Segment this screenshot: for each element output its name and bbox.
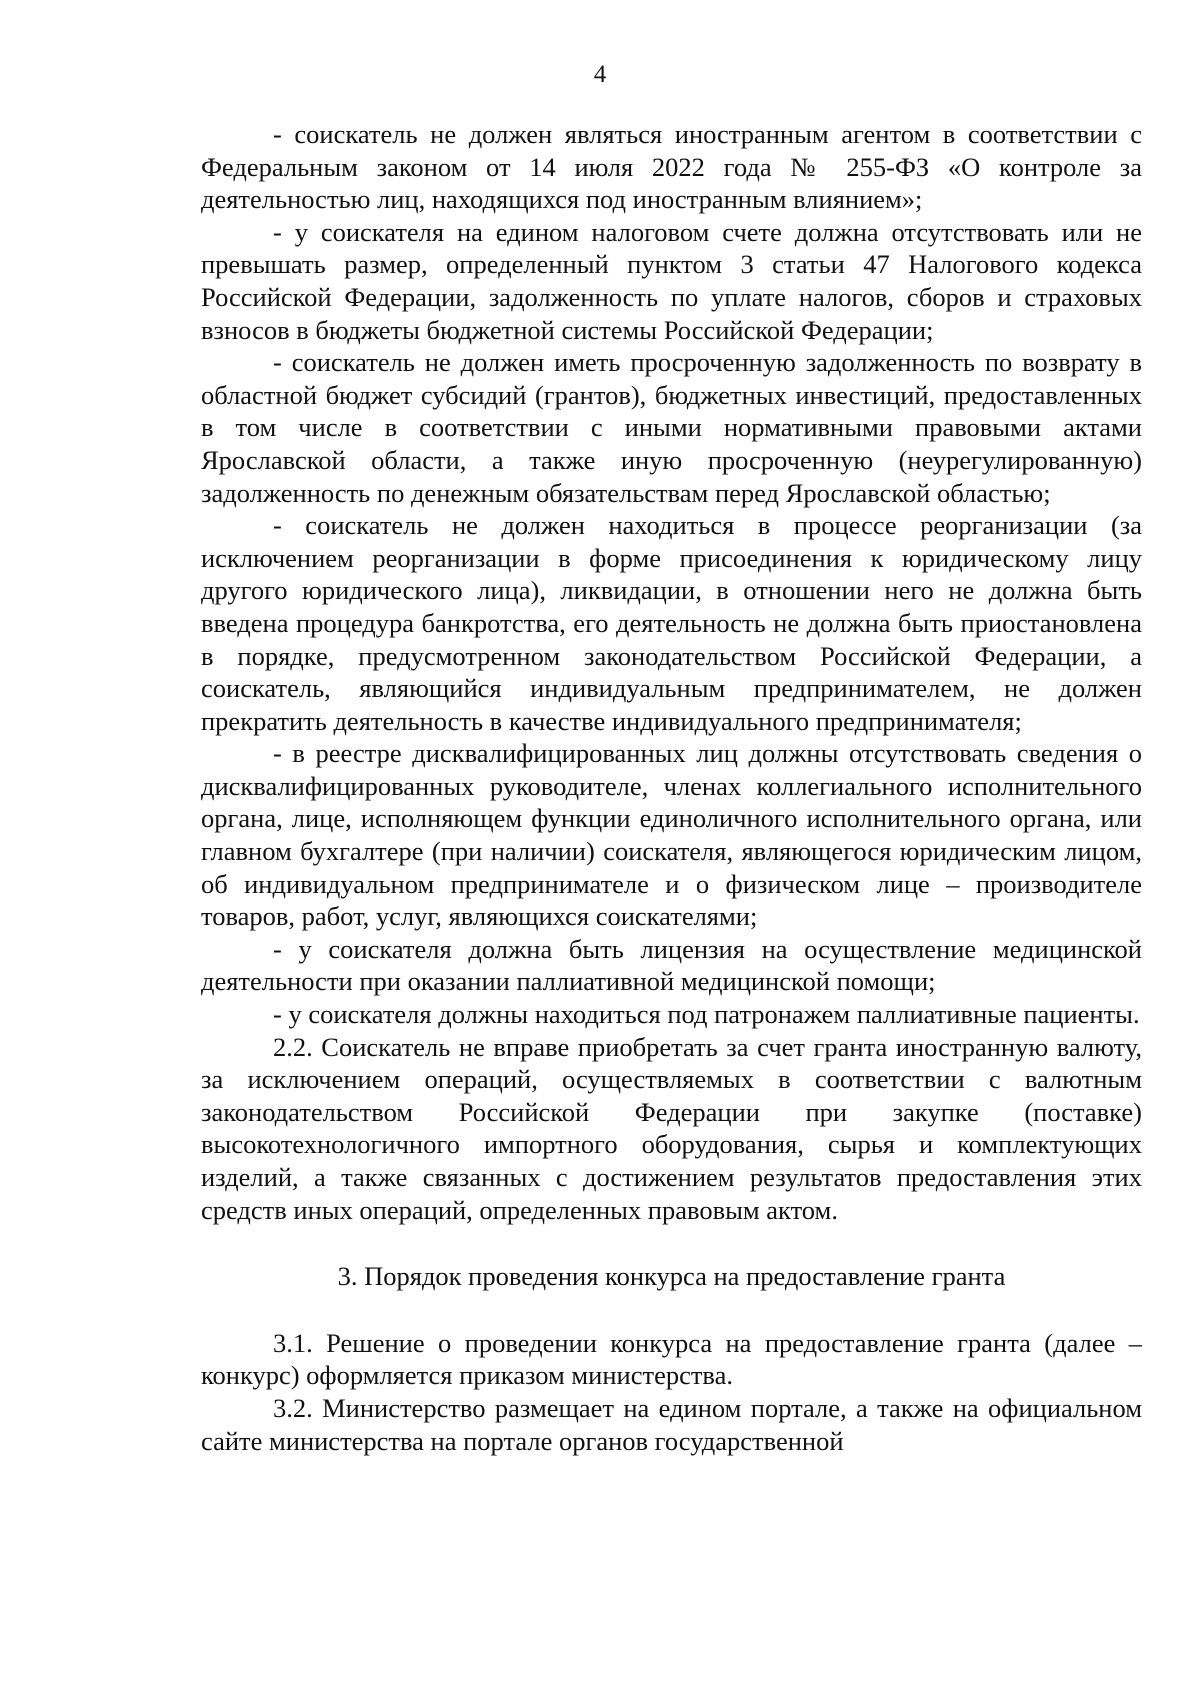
paragraph-reorganization: - соискатель не должен находиться в процессе реорганизации (за исключением реорганизации в форме присоединения к юридическому лицу другого юридического лица), ликвидации, в отношении него не должна быть введена процедура банкротства, его деятельность не должна быть приостановлена в порядке, предусмотренном законодательством Российской Федерации, а соискатель, являющийся индивидуальным предпринимателем, не должен прекратить деятельность в качестве индивидуального предпринимателя;: [201, 510, 1142, 736]
section-heading: 3. Порядок проведения конкурса на предоставление гранта: [337, 1261, 1006, 1292]
document-body: [201, 118, 1142, 1457]
page-number: 4: [593, 61, 607, 88]
paragraph-2-2-currency: 2.2. Соискатель не вправе приобретать за счет гранта иностранную валюту, за исключением операций, осуществляемых в соответствии с валютным законодательством Российской Федерации при закупке (поставке) высокотехнологичного импортного оборудования, сырья и комплектующих изделий, а также связанных с достижением результатов предоставления этих средств иных операций, определенных правовым актом.: [201, 1031, 1142, 1225]
paragraph-tax-debt: - у соискателя на едином налоговом счете должна отсутствовать или не превышать размер, определенный пунктом 3 статьи 47 Налогового кодекса Российской Федерации, задолженность по уплате налогов, сборов и страховых взносов в бюджеты бюджетной системы Российской Федерации;: [201, 216, 1142, 345]
paragraph-disqualified-registry: - в реестре дисквалифицированных лиц должны отсутствовать сведения о дисквалифицированных руководителе, членах коллегиального исполнительного органа, лице, исполняющем функции единоличного исполнительного органа, или главном бухгалтере (при наличии) соискателя, являющегося юридическим лицом, об индивидуальном предпринимателе и о физическом лице – производителе товаров, работ, услуг, являющихся соискателями;: [201, 738, 1142, 932]
paragraph-medical-license: - у соискателя должна быть лицензия на осуществление медицинской деятельности при оказании паллиативной медицинской помощи;: [201, 933, 1142, 997]
paragraph-3-1: 3.1. Решение о проведении конкурса на предоставление гранта (далее – конкурс) оформляется приказом министерства.: [201, 1327, 1142, 1391]
paragraph-palliative-patients: - у соискателя должны находиться под патронажем паллиативные пациенты.: [273, 999, 1140, 1030]
paragraph-overdue-debt: - соискатель не должен иметь просроченную задолженность по возврату в областной бюджет субсидий (грантов), бюджетных инвестиций, предоставленных в том числе в соответствии с иными нормативными правовыми актами Ярославской области, а также иную просроченную (неурегулированную) задолженность по денежным обязательствам перед Ярославской областью;: [201, 347, 1142, 508]
paragraph-3-2: 3.2. Министерство размещает на едином портале, а также на официальном сайте министерства на портале органов государственной: [201, 1392, 1142, 1456]
paragraph-foreign-agent: - соискатель не должен являться иностранным агентом в соответствии с Федеральным законом от 14 июля 2022 года № 255-ФЗ «О контроле за деятельностью лиц, находящихся под иностранным влиянием»;: [201, 119, 1142, 215]
